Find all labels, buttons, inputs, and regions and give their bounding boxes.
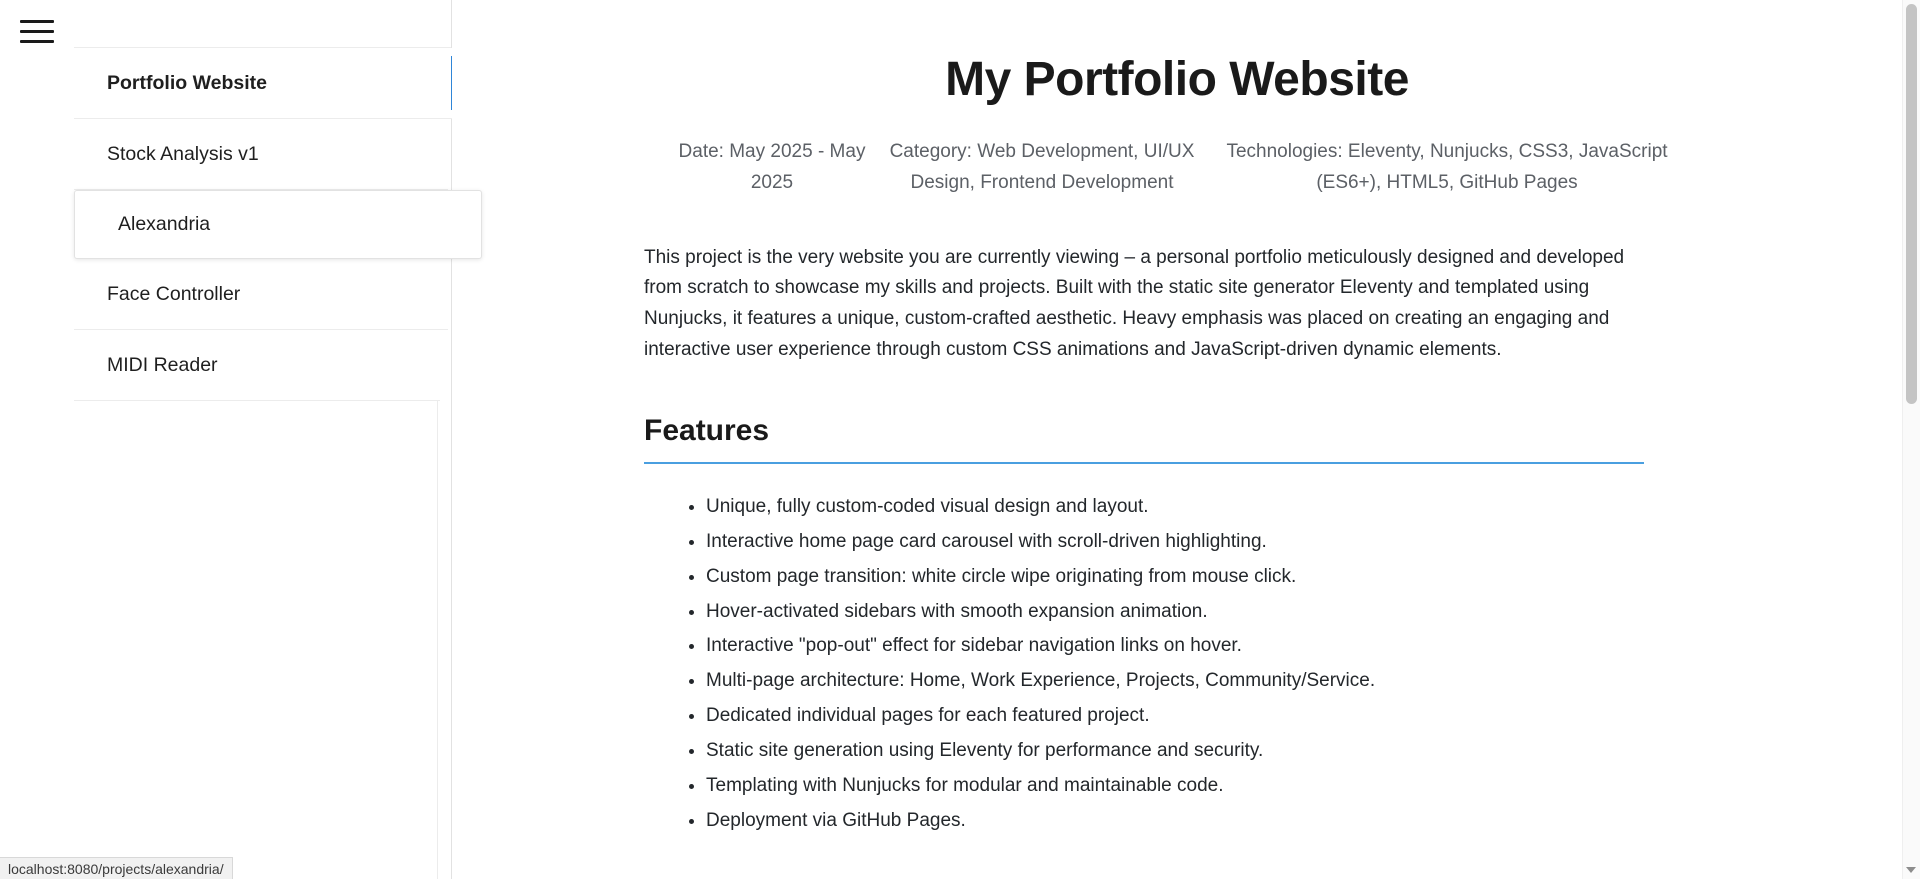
sidebar-item-portfolio-website[interactable] <box>74 48 452 119</box>
meta-category: Category: Web Development, UI/UX Design, Frontend Development <box>889 141 1195 193</box>
sidebar-top-spacer <box>74 0 451 48</box>
meta-technologies: Technologies: Eleventy, Nunjucks, CSS3, JavaScript (ES6+), HTML5, GitHub Pages <box>1226 141 1668 193</box>
features-list <box>644 494 1710 836</box>
list-item: • Custom page transition: white circle wipe originating from mouse click. <box>706 564 1710 591</box>
hamburger-menu-icon[interactable] <box>20 16 54 46</box>
sidebar-item-label: MIDI Reader <box>107 353 218 376</box>
sidebar-item-alexandria[interactable] <box>74 190 482 259</box>
list-item: • Dedicated individual pages for each featured project. <box>706 703 1710 730</box>
sidebar-empty-area <box>74 401 438 879</box>
sidebar-item-midi-reader[interactable] <box>74 330 440 401</box>
hamburger-bar <box>20 20 54 23</box>
sidebar-item-stock-analysis-v1[interactable] <box>74 119 448 190</box>
sidebar-item-label: Stock Analysis v1 <box>107 142 259 165</box>
hamburger-bar <box>20 40 54 43</box>
list-item: • Multi-page architecture: Home, Work Experience, Projects, Community/Service. <box>706 668 1710 695</box>
list-item: • Unique, fully custom-coded visual design and layout. <box>706 494 1710 521</box>
list-item: • Static site generation using Eleventy for performance and security. <box>706 738 1710 765</box>
sidebar-item-label: Face Controller <box>107 282 241 305</box>
list-item: • Interactive "pop-out" effect for sidebar navigation links on hover. <box>706 633 1710 660</box>
scroll-down-icon[interactable] <box>1906 867 1916 873</box>
list-item: • Deployment via GitHub Pages. <box>706 808 1710 835</box>
hamburger-bar <box>20 30 54 33</box>
sidebar-item-face-controller[interactable] <box>74 259 448 330</box>
section-divider <box>644 462 1644 464</box>
sidebar-item-label: Portfolio Website <box>107 71 267 94</box>
project-intro: This project is the very website you are currently viewing – a personal portfolio meticulously designed and developed from scratch to showcase my skills and projects. Built with the static site generator Eleventy and templated using Nunjucks, it features a unique, custom-crafted aesthetic. Heavy emphasis was placed on creating an engaging and interactive user experience through custom CSS animations and JavaScript-driven dynamic elements. <box>644 246 1625 360</box>
scrollbar-thumb[interactable] <box>1906 4 1917 404</box>
page-scrollbar[interactable] <box>1902 0 1920 879</box>
features-heading: Features <box>644 413 770 447</box>
list-item: • Templating with Nunjucks for modular and maintainable code. <box>706 773 1710 800</box>
meta-date: Date: May 2025 - May 2025 <box>678 141 866 193</box>
project-sidebar <box>74 0 452 879</box>
status-bar-link-preview: localhost:8080/projects/alexandria/ <box>0 857 233 879</box>
list-item: • Interactive home page card carousel with scroll-driven highlighting. <box>706 529 1710 556</box>
page-title: My Portfolio Website <box>945 53 1409 106</box>
project-content <box>452 0 1902 879</box>
project-meta <box>644 137 1710 199</box>
list-item: • Hover-activated sidebars with smooth expansion animation. <box>706 599 1710 626</box>
sidebar-item-label: Alexandria <box>118 213 211 235</box>
